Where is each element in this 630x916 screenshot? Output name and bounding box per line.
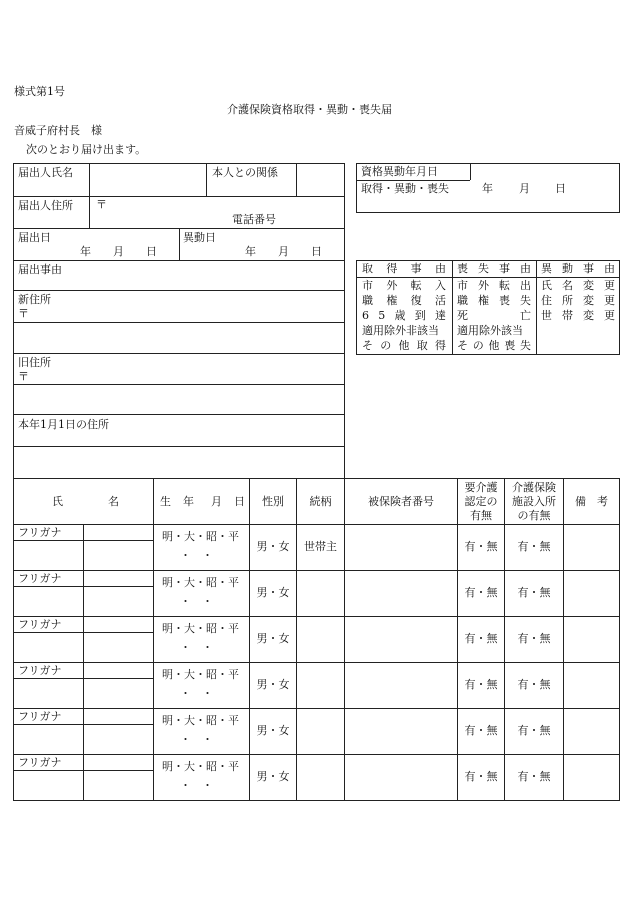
row2-furigana: フリガナ bbox=[18, 572, 62, 585]
row1-relation: 世帯主 bbox=[304, 540, 337, 553]
notify-date-label: 届出日 bbox=[18, 231, 51, 244]
reason-acquire-1[interactable]: 市 外 転 入 bbox=[362, 279, 446, 292]
row5-care[interactable]: 有・無 bbox=[464, 724, 498, 737]
row1-sex[interactable]: 男・女 bbox=[256, 540, 290, 553]
header-birth-2: 年 bbox=[183, 495, 194, 508]
row4-era[interactable]: 明・大・昭・平 bbox=[162, 668, 239, 681]
header-birth-1: 生 bbox=[160, 495, 171, 508]
qualification-day: 日 bbox=[555, 182, 566, 195]
reason-header-acquire: 取 得 事 由 bbox=[362, 262, 446, 275]
reason-change-1[interactable]: 氏 名 変 更 bbox=[541, 279, 615, 292]
phone-field[interactable] bbox=[285, 212, 342, 226]
form-number: 様式第1号 bbox=[14, 85, 65, 98]
row2-care[interactable]: 有・無 bbox=[464, 586, 498, 599]
new-address-field[interactable] bbox=[30, 306, 340, 350]
reason-acquire-2[interactable]: 職 権 復 活 bbox=[362, 294, 446, 307]
row3-era[interactable]: 明・大・昭・平 bbox=[162, 622, 239, 635]
reason-header-loss: 喪 失 事 由 bbox=[457, 262, 531, 275]
reason-loss-5[interactable]: そ の 他 喪 失 bbox=[457, 339, 531, 352]
row6-sex[interactable]: 男・女 bbox=[256, 770, 290, 783]
old-address-field[interactable] bbox=[30, 369, 340, 411]
header-facility-2: 施設入所 bbox=[512, 495, 556, 508]
row4-facility[interactable]: 有・無 bbox=[517, 678, 551, 691]
notifier-address-field[interactable] bbox=[108, 199, 342, 213]
row3-care[interactable]: 有・無 bbox=[464, 632, 498, 645]
row6-dots: ・ ・ bbox=[180, 779, 213, 792]
row1-furigana: フリガナ bbox=[18, 526, 62, 539]
row3-furigana: フリガナ bbox=[18, 618, 62, 631]
addressee: 音威子府村長 様 bbox=[14, 124, 102, 137]
row4-care[interactable]: 有・無 bbox=[464, 678, 498, 691]
header-relation: 続柄 bbox=[309, 495, 332, 508]
row1-era[interactable]: 明・大・昭・平 bbox=[162, 530, 239, 543]
row1-dots: ・ ・ bbox=[180, 549, 213, 562]
jan1-address-field[interactable] bbox=[18, 448, 338, 476]
reason-change-2[interactable]: 住 所 変 更 bbox=[541, 294, 615, 307]
qualification-year: 年 bbox=[482, 182, 493, 195]
row5-era[interactable]: 明・大・昭・平 bbox=[162, 714, 239, 727]
reason-field[interactable] bbox=[18, 277, 338, 289]
row4-dots: ・ ・ bbox=[180, 687, 213, 700]
row6-care[interactable]: 有・無 bbox=[464, 770, 498, 783]
notifier-name-field[interactable] bbox=[92, 166, 204, 194]
row4-sex[interactable]: 男・女 bbox=[256, 678, 290, 691]
row5-dots: ・ ・ bbox=[180, 733, 213, 746]
reason-loss-2[interactable]: 職 権 喪 失 bbox=[457, 294, 531, 307]
header-facility-3: の有無 bbox=[517, 509, 551, 522]
old-address-postal-mark: 〒 bbox=[18, 370, 29, 383]
new-address-postal-mark: 〒 bbox=[18, 307, 29, 320]
old-address-label: 旧住所 bbox=[18, 356, 51, 369]
phone-label: 電話番号 bbox=[232, 213, 276, 226]
row3-facility[interactable]: 有・無 bbox=[517, 632, 551, 645]
reason-acquire-3[interactable]: 6 5 歳 到 達 bbox=[362, 309, 446, 322]
new-address-label: 新住所 bbox=[18, 293, 51, 306]
reason-loss-3[interactable]: 死 亡 bbox=[457, 309, 531, 322]
notifier-address-label: 届出人住所 bbox=[18, 199, 73, 212]
change-date-field[interactable]: 年 月 日 bbox=[245, 245, 322, 258]
header-name-1: 氏 bbox=[52, 495, 63, 508]
reason-loss-4[interactable]: 適用除外該当 bbox=[457, 324, 523, 337]
form-title: 介護保険資格取得・異動・喪失届 bbox=[227, 103, 392, 116]
row1-facility[interactable]: 有・無 bbox=[517, 540, 551, 553]
row2-dots: ・ ・ bbox=[180, 595, 213, 608]
row5-sex[interactable]: 男・女 bbox=[256, 724, 290, 737]
qualification-date-label: 資格異動年月日 bbox=[361, 165, 438, 178]
intro-text: 次のとおり届け出ます。 bbox=[26, 143, 147, 156]
row5-facility[interactable]: 有・無 bbox=[517, 724, 551, 737]
header-remarks: 備 考 bbox=[575, 495, 608, 508]
row1-care[interactable]: 有・無 bbox=[464, 540, 498, 553]
qualification-month: 月 bbox=[519, 182, 530, 195]
header-sex: 性別 bbox=[262, 495, 284, 508]
relation-field[interactable] bbox=[299, 166, 342, 194]
header-facility-1: 介護保険 bbox=[512, 481, 556, 494]
jan1-address-label: 本年1月1日の住所 bbox=[18, 418, 109, 431]
relation-label: 本人との関係 bbox=[212, 166, 278, 179]
row4-furigana: フリガナ bbox=[18, 664, 62, 677]
header-birth-4: 日 bbox=[234, 495, 245, 508]
reason-loss-1[interactable]: 市 外 転 出 bbox=[457, 279, 531, 292]
notifier-name-label: 届出人氏名 bbox=[18, 166, 73, 179]
header-care-2: 認定の bbox=[464, 495, 498, 508]
header-insured-no: 被保険者番号 bbox=[368, 495, 434, 508]
row5-furigana: フリガナ bbox=[18, 710, 62, 723]
row6-facility[interactable]: 有・無 bbox=[517, 770, 551, 783]
row3-sex[interactable]: 男・女 bbox=[256, 632, 290, 645]
reason-acquire-4[interactable]: 適用除外非該当 bbox=[362, 324, 439, 337]
change-date-label: 異動日 bbox=[183, 231, 216, 244]
row6-furigana: フリガナ bbox=[18, 756, 62, 769]
reason-label: 届出事由 bbox=[18, 263, 62, 276]
reason-acquire-5[interactable]: そ の 他 取 得 bbox=[362, 339, 446, 352]
row2-facility[interactable]: 有・無 bbox=[517, 586, 551, 599]
row2-era[interactable]: 明・大・昭・平 bbox=[162, 576, 239, 589]
qualification-types: 取得・異動・喪失 bbox=[361, 182, 449, 195]
reason-change-3[interactable]: 世 帯 変 更 bbox=[541, 309, 615, 322]
header-care-3: 有無 bbox=[470, 509, 492, 522]
row2-sex[interactable]: 男・女 bbox=[256, 586, 290, 599]
header-birth-3: 月 bbox=[211, 495, 222, 508]
reason-header-change: 異 動 事 由 bbox=[541, 262, 615, 275]
header-name-2: 名 bbox=[108, 495, 119, 508]
row6-era[interactable]: 明・大・昭・平 bbox=[162, 760, 239, 773]
header-care-1: 要介護 bbox=[464, 481, 498, 494]
row3-dots: ・ ・ bbox=[180, 641, 213, 654]
postal-mark: 〒 bbox=[96, 198, 107, 211]
notify-date-field[interactable]: 年 月 日 bbox=[80, 245, 157, 258]
